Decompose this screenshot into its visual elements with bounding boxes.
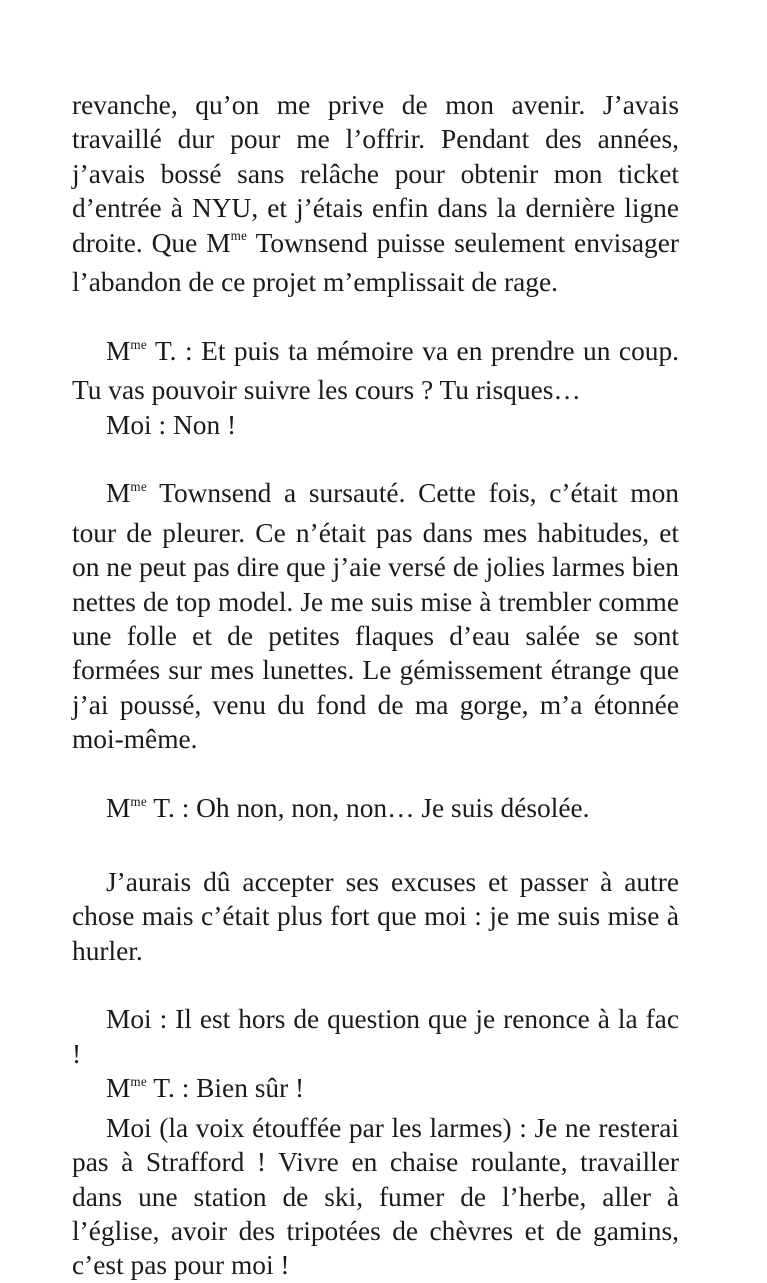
paragraph: J’aurais dû accepter ses excuses et passer à autre chose mais c’était plus fort que moi : je me suis mise à hurler. — [72, 866, 679, 966]
dialogue-text: T. : Oh non, non, non… Je suis désolée. — [146, 793, 590, 824]
dialogue-line: Moi : Il est hors de question que je renonce à la fac ! — [72, 1004, 679, 1069]
dialogue-text: T. : Et puis ta mémoire va en prendre un coup. Tu vas pouvoir suivre les cours ? Tu risques… — [72, 335, 679, 406]
paragraph — [72, 476, 679, 756]
paragraph-spacer — [72, 968, 679, 1002]
speaker-prefix: M — [106, 335, 131, 366]
paragraph-text: revanche, qu’on me prive de mon avenir. J’avais travaillé dur pour me l’offrir. Pendant des années, j’avais bossé sans relâche pour obtenir mon ticket d’entrée à NYU, et j’étais enfin dans la dernière ligne droite. Que M — [72, 90, 679, 258]
paragraph-opening — [72, 88, 679, 299]
superscript-abbrev: me — [230, 228, 248, 244]
speaker-prefix: M — [106, 1073, 131, 1104]
dialogue-text: T. : Bien sûr ! — [146, 1073, 305, 1104]
paragraph-text-end: Townsend puisse seulement envisager l’abandon de ce projet m’emplissait de rage. — [72, 227, 679, 298]
superscript-abbrev: me — [130, 793, 147, 809]
paragraph-spacer — [72, 830, 679, 864]
dialogue-line — [72, 334, 679, 408]
dialogue-line — [72, 791, 679, 830]
paragraph-spacer — [72, 299, 679, 333]
paragraph-prefix: M — [106, 478, 131, 509]
paragraph-spacer — [72, 757, 679, 791]
speaker-prefix: M — [106, 793, 131, 824]
superscript-abbrev: me — [130, 479, 147, 495]
paragraph-spacer — [72, 442, 679, 476]
paragraph-text: Townsend a sursauté. Cette fois, c’était mon tour de pleurer. Ce n’était pas dans mes habitudes, et on ne peut pas dire que j’aie versé de jolies larmes bien nettes de top model. Je me suis mise à trembler comme une folle et de petites flaques d’eau salée se sont formées sur mes lunettes. Le gémissement étrange que j’ai poussé, venu du fond de ma gorge, m’a étonnée moi-même. — [72, 478, 679, 755]
book-page — [72, 88, 679, 1283]
superscript-abbrev: me — [130, 1074, 147, 1090]
dialogue-line: Moi (la voix étouffée par les larmes) : Je ne resterai pas à Strafford ! Vivre en chaise roulante, travailler dans une station de ski, fumer de l’herbe, aller à l’église, avoir des tripotées de chèvres et de gamins, c’est pas pour moi ! — [72, 1112, 679, 1281]
dialogue-line — [72, 1071, 679, 1110]
dialogue-line: Moi : Non ! — [106, 409, 237, 440]
superscript-abbrev: me — [130, 336, 147, 352]
